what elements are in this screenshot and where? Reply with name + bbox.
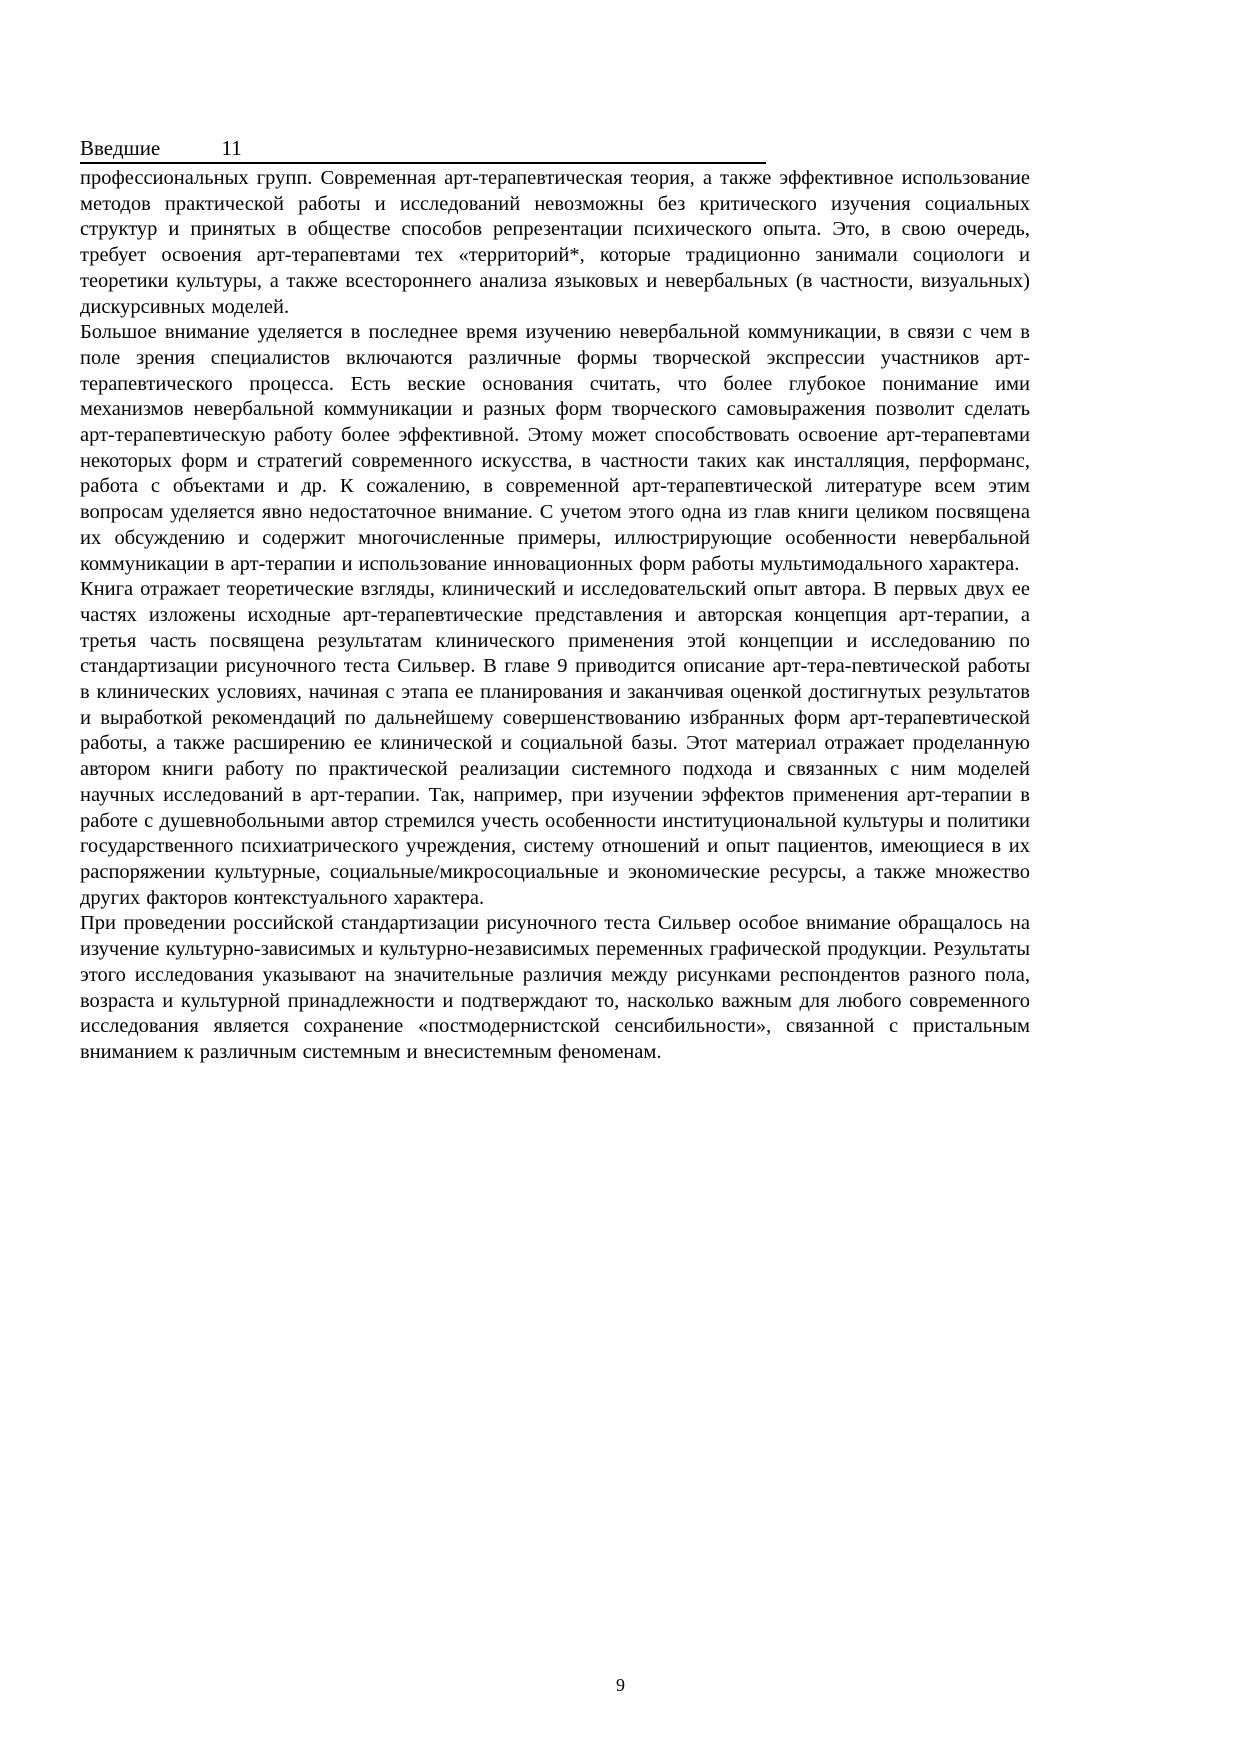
running-header xyxy=(80,135,766,164)
paragraph: Книга отражает теоретические взгляды, клинический и исследовательский опыт автора. В первых двух ее частях изложены исходные арт-терапевтические представления и авторская концепция арт-терапии, а третья часть посвящена результатам клинического применения этой концепции и исследованию по стандартизации рисуночного теста Сильвер. В главе 9 приводится описание арт-тера-певтической работы в клинических условиях, начиная с этапа ее планирования и заканчивая оценкой достигнутых результатов и выработкой рекомендаций по дальнейшему совершенствованию избранных форм арт-терапевтической работы, а также расширению ее клинической и социальной базы. Этот материал отражает проделанную автором книги работу по практической реализации системного подхода и связанных с ним моделей научных исследований в арт-терапии. Так, например, при изучении эффектов применения арт-терапии в работе с душевнобольными автор стремился учесть особенности институциональной культуры и политики государственного психиатрического учреждения, систему отношений и опыт пациентов, имеющиеся в их распоряжении культурные, социальные/микросоциальные и экономические ресурсы, а также множество других факторов контекстуального характера. xyxy=(80,578,1030,909)
body-text xyxy=(80,166,1030,1066)
running-header-title: Введшие xyxy=(80,136,161,160)
running-header-page-ref: 11 xyxy=(221,136,242,160)
page-number: 9 xyxy=(616,1675,625,1695)
paragraph: Большое внимание уделяется в последнее время изучению невербальной коммуникации, в связи с чем в поле зрения специалистов включаются различные формы творческой экспрессии участников арт-терапевтического процесса. Есть веские основания считать, что более глубокое понимание ими механизмов невербальной коммуникации и разных форм творческого самовыражения позволит сделать арт-терапевтическую работу более эффективной. Этому может способствовать освоение арт-терапевтами некоторых форм и стратегий современного искусства, в частности таких как инсталляция, перформанс, работа с объектами и др. К сожалению, в современной арт-терапевтической литературе всем этим вопросам уделяется явно недостаточное внимание. С учетом этого одна из глав книги целиком посвящена их обсуждению и содержит многочисленные примеры, иллюстрирующие особенности невербальной коммуникации в арт-терапии и использование инновационных форм работы мультимодального характера. xyxy=(80,321,1030,575)
paragraph: При проведении российской стандартизации рисуночного теста Сильвер особое внимание обращалось на изучение культурно-зависимых и культурно-независимых переменных графической продукции. Результаты этого исследования указывают на значительные различия между рисунками респондентов разного пола, возраста и культурной принадлежности и подтверждают то, насколько важным для любого современного исследования является сохранение «постмодернистской сенсибильности», связанной с пристальным вниманием к различным системным и внесистемным феноменам. xyxy=(80,912,1030,1063)
paragraph: профессиональных групп. Современная арт-терапевтическая теория, а также эффективное использование методов практической работы и исследований невозможны без критического изучения социальных структур и принятых в обществе способов репрезентации психического опыта. Это, в свою очередь, требует освоения арт-терапевтами тех «территорий*, которые традиционно занимали социологи и теоретики культуры, а также всестороннего анализа языковых и невербальных (в частности, визуальных) дискурсивных моделей. xyxy=(80,167,1030,318)
text-column xyxy=(80,135,1030,1066)
